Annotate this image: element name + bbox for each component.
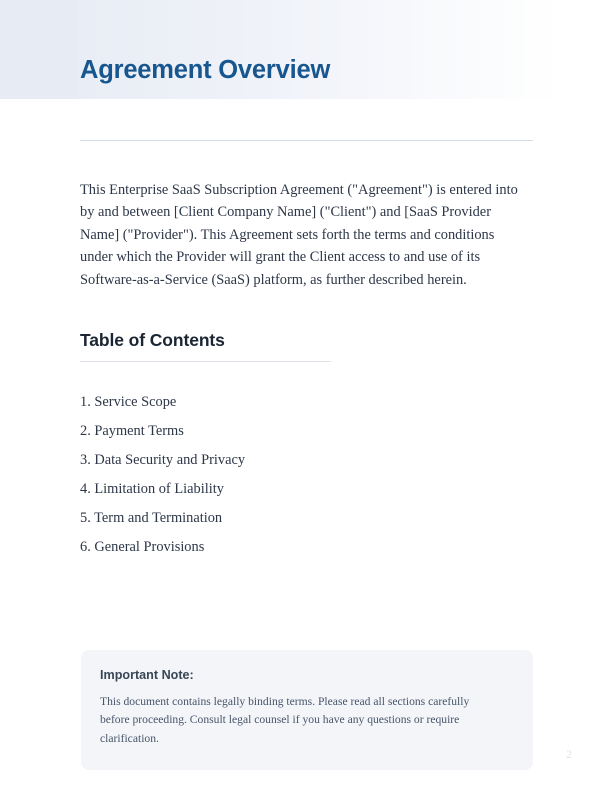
table-of-contents-heading: Table of Contents [80,330,225,350]
page-title: Agreement Overview [80,56,331,84]
table-of-contents-list [80,388,500,562]
page-number: 2 [566,749,572,761]
table-of-contents-rule [80,361,331,362]
toc-item: 4. Limitation of Liability [80,481,224,497]
toc-item: 5. Term and Termination [80,510,223,526]
toc-item: 6. General Provisions [80,539,205,555]
page-header-band [0,0,612,99]
intro-paragraph: This Enterprise SaaS Subscription Agreement ("Agreement") is entered into by and between [Client Company Name] ("Client") and [SaaS Provider Name] ("Provider"). This Agreement sets forth the terms and conditions under which the Provider will grant the Client access to and use of its Software-as-a-Service (SaaS) platform, as further described herein. [80,182,518,288]
toc-item: 3. Data Security and Privacy [80,452,246,468]
important-note-callout [81,650,533,770]
important-note-title: Important Note: [100,668,194,682]
important-note-body: This document contains legally binding terms. Please read all sections carefully before proceeding. Consult legal counsel if you have any questions or require clarification. [100,695,470,745]
header-divider-rule [80,140,533,141]
toc-item: 2. Payment Terms [80,423,184,439]
toc-item: 1. Service Scope [80,394,177,410]
